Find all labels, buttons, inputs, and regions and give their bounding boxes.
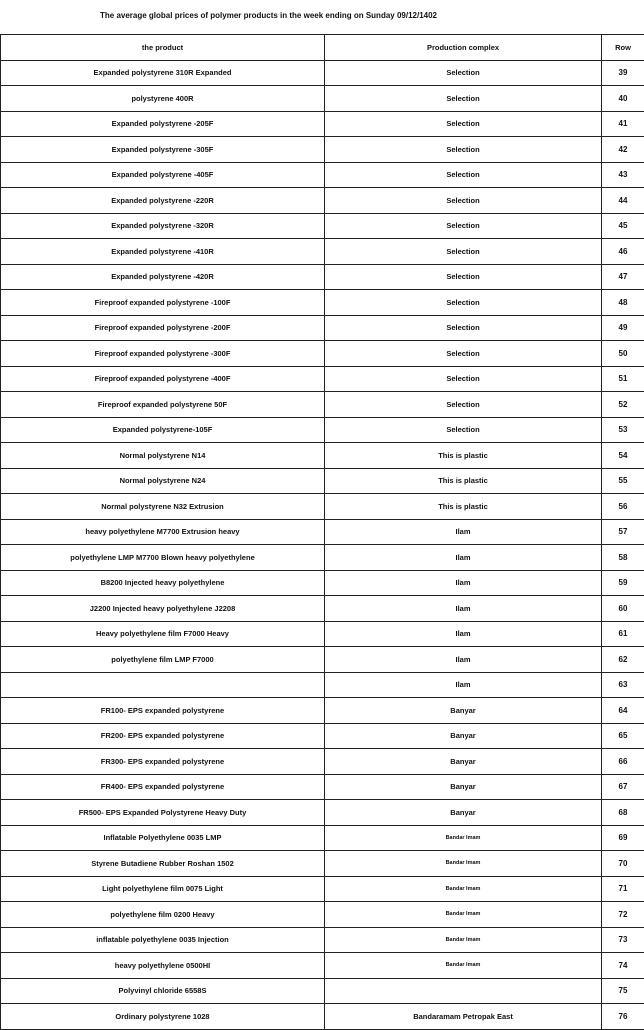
complex-cell: Bandar Imam	[325, 953, 602, 979]
complex-cell: Bandar Imam	[325, 876, 602, 902]
table-row	[1, 825, 644, 851]
row-number-cell: 44	[602, 188, 644, 214]
row-number-cell: 49	[602, 315, 644, 341]
product-cell: heavy polyethylene 0500HI	[1, 953, 325, 979]
row-number-cell: 74	[602, 953, 644, 979]
complex-cell: Selection	[325, 392, 602, 418]
table-row	[1, 60, 644, 86]
table-row	[1, 341, 644, 367]
table-row	[1, 494, 644, 520]
complex-cell: Selection	[325, 86, 602, 112]
product-cell: Normal polystyrene N24	[1, 468, 325, 494]
table-row	[1, 800, 644, 826]
table-row	[1, 519, 644, 545]
product-cell: Expanded polystyrene -405F	[1, 162, 325, 188]
complex-cell: Banyar	[325, 749, 602, 775]
row-number-cell: 69	[602, 825, 644, 851]
complex-cell: Selection	[325, 60, 602, 86]
complex-cell: Selection	[325, 341, 602, 367]
complex-cell: This is plastic	[325, 443, 602, 469]
product-cell: polyethylene LMP M7700 Blown heavy polyethylene	[1, 545, 325, 571]
product-cell: Normal polystyrene N32 Extrusion	[1, 494, 325, 520]
table-row	[1, 290, 644, 316]
table-row	[1, 596, 644, 622]
complex-cell: Selection	[325, 366, 602, 392]
complex-cell: Bandar Imam	[325, 902, 602, 928]
product-cell: FR100- EPS expanded polystyrene	[1, 698, 325, 724]
row-number-cell: 60	[602, 596, 644, 622]
row-number-cell: 41	[602, 111, 644, 137]
row-number-cell: 63	[602, 672, 644, 698]
row-number-cell: 61	[602, 621, 644, 647]
row-number-cell: 48	[602, 290, 644, 316]
product-cell: FR400- EPS expanded polystyrene	[1, 774, 325, 800]
product-cell: Normal polystyrene N14	[1, 443, 325, 469]
row-number-cell: 64	[602, 698, 644, 724]
table-row	[1, 698, 644, 724]
row-number-cell: 62	[602, 647, 644, 673]
row-number-cell: 76	[602, 1004, 644, 1030]
product-cell: B8200 Injected heavy polyethylene	[1, 570, 325, 596]
product-cell: FR500- EPS Expanded Polystyrene Heavy Duty	[1, 800, 325, 826]
table-row	[1, 876, 644, 902]
table-row	[1, 239, 644, 265]
product-cell: inflatable polyethylene 0035 Injection	[1, 927, 325, 953]
product-cell	[1, 672, 325, 698]
table-row	[1, 86, 644, 112]
row-number-cell: 71	[602, 876, 644, 902]
complex-cell: Banyar	[325, 774, 602, 800]
table-row	[1, 672, 644, 698]
table-row	[1, 621, 644, 647]
product-cell: polyethylene film LMP F7000	[1, 647, 325, 673]
table-row	[1, 162, 644, 188]
complex-cell: Selection	[325, 111, 602, 137]
complex-cell: Selection	[325, 290, 602, 316]
row-number-cell: 52	[602, 392, 644, 418]
product-cell: Expanded polystyrene -420R	[1, 264, 325, 290]
table-row	[1, 366, 644, 392]
complex-cell: Ilam	[325, 621, 602, 647]
product-cell: Fireproof expanded polystyrene -200F	[1, 315, 325, 341]
table-row	[1, 188, 644, 214]
complex-cell: Bandar Imam	[325, 825, 602, 851]
product-cell: Expanded polystyrene -220R	[1, 188, 325, 214]
price-table	[0, 34, 644, 1030]
table-row	[1, 647, 644, 673]
product-cell: Light polyethylene film 0075 Light	[1, 876, 325, 902]
row-number-cell: 75	[602, 978, 644, 1004]
complex-cell: Ilam	[325, 570, 602, 596]
table-row	[1, 443, 644, 469]
page-title: The average global prices of polymer products in the week ending on Sunday 09/12/1402	[0, 0, 644, 34]
product-cell: Inflatable Polyethylene 0035 LMP	[1, 825, 325, 851]
complex-cell: Selection	[325, 417, 602, 443]
table-body	[1, 60, 644, 1029]
row-number-cell: 54	[602, 443, 644, 469]
complex-cell: Banyar	[325, 723, 602, 749]
product-cell: Fireproof expanded polystyrene -400F	[1, 366, 325, 392]
column-header-product: the product	[1, 35, 325, 61]
product-cell: Expanded polystyrene -410R	[1, 239, 325, 265]
complex-cell: Selection	[325, 137, 602, 163]
row-number-cell: 73	[602, 927, 644, 953]
complex-cell: Selection	[325, 213, 602, 239]
row-number-cell: 58	[602, 545, 644, 571]
table-row	[1, 545, 644, 571]
complex-cell: Ilam	[325, 647, 602, 673]
row-number-cell: 53	[602, 417, 644, 443]
product-cell: Expanded polystyrene -305F	[1, 137, 325, 163]
table-row	[1, 902, 644, 928]
product-cell: heavy polyethylene M7700 Extrusion heavy	[1, 519, 325, 545]
row-number-cell: 47	[602, 264, 644, 290]
product-cell: Expanded polystyrene-105F	[1, 417, 325, 443]
row-number-cell: 51	[602, 366, 644, 392]
complex-cell: Bandaramam Petropak East	[325, 1004, 602, 1030]
table-row	[1, 264, 644, 290]
table-row	[1, 468, 644, 494]
product-cell: Expanded polystyrene 310R Expanded	[1, 60, 325, 86]
row-number-cell: 50	[602, 341, 644, 367]
product-cell: Fireproof expanded polystyrene 50F	[1, 392, 325, 418]
complex-cell: This is plastic	[325, 468, 602, 494]
complex-cell: Bandar Imam	[325, 927, 602, 953]
table-row	[1, 774, 644, 800]
row-number-cell: 68	[602, 800, 644, 826]
product-cell: Expanded polystyrene -205F	[1, 111, 325, 137]
product-cell: FR200- EPS expanded polystyrene	[1, 723, 325, 749]
row-number-cell: 57	[602, 519, 644, 545]
row-number-cell: 45	[602, 213, 644, 239]
row-number-cell: 42	[602, 137, 644, 163]
table-row	[1, 978, 644, 1004]
complex-cell: Selection	[325, 315, 602, 341]
row-number-cell: 66	[602, 749, 644, 775]
row-number-cell: 67	[602, 774, 644, 800]
complex-cell: Selection	[325, 239, 602, 265]
product-cell: polystyrene 400R	[1, 86, 325, 112]
complex-cell: Banyar	[325, 698, 602, 724]
product-cell: Heavy polyethylene film F7000 Heavy	[1, 621, 325, 647]
row-number-cell: 70	[602, 851, 644, 877]
product-cell: Polyvinyl chloride 6558S	[1, 978, 325, 1004]
table-row	[1, 851, 644, 877]
table-row	[1, 723, 644, 749]
table-row	[1, 749, 644, 775]
table-row	[1, 111, 644, 137]
row-number-cell: 65	[602, 723, 644, 749]
table-row	[1, 417, 644, 443]
complex-cell: Selection	[325, 162, 602, 188]
product-cell: FR300- EPS expanded polystyrene	[1, 749, 325, 775]
complex-cell: Ilam	[325, 596, 602, 622]
complex-cell: Bandar Imam	[325, 851, 602, 877]
row-number-cell: 40	[602, 86, 644, 112]
product-cell: J2200 Injected heavy polyethylene J2208	[1, 596, 325, 622]
product-cell: Expanded polystyrene -320R	[1, 213, 325, 239]
table-row	[1, 927, 644, 953]
product-cell: Fireproof expanded polystyrene -300F	[1, 341, 325, 367]
table-row	[1, 953, 644, 979]
complex-cell: Ilam	[325, 519, 602, 545]
table-row	[1, 315, 644, 341]
product-cell: Fireproof expanded polystyrene -100F	[1, 290, 325, 316]
product-cell: Ordinary polystyrene 1028	[1, 1004, 325, 1030]
column-header-row: Row	[602, 35, 644, 61]
complex-cell: This is plastic	[325, 494, 602, 520]
complex-cell: Ilam	[325, 672, 602, 698]
row-number-cell: 59	[602, 570, 644, 596]
row-number-cell: 56	[602, 494, 644, 520]
row-number-cell: 55	[602, 468, 644, 494]
product-cell: Styrene Butadiene Rubber Roshan 1502	[1, 851, 325, 877]
complex-cell: Selection	[325, 188, 602, 214]
row-number-cell: 46	[602, 239, 644, 265]
complex-cell: Selection	[325, 264, 602, 290]
row-number-cell: 72	[602, 902, 644, 928]
column-header-complex: Production complex	[325, 35, 602, 61]
table-row	[1, 392, 644, 418]
table-row	[1, 570, 644, 596]
row-number-cell: 39	[602, 60, 644, 86]
table-row	[1, 213, 644, 239]
complex-cell: Ilam	[325, 545, 602, 571]
table-row	[1, 137, 644, 163]
table-header-row	[1, 35, 644, 61]
row-number-cell: 43	[602, 162, 644, 188]
complex-cell	[325, 978, 602, 1004]
complex-cell: Banyar	[325, 800, 602, 826]
table-row	[1, 1004, 644, 1030]
product-cell: polyethylene film 0200 Heavy	[1, 902, 325, 928]
